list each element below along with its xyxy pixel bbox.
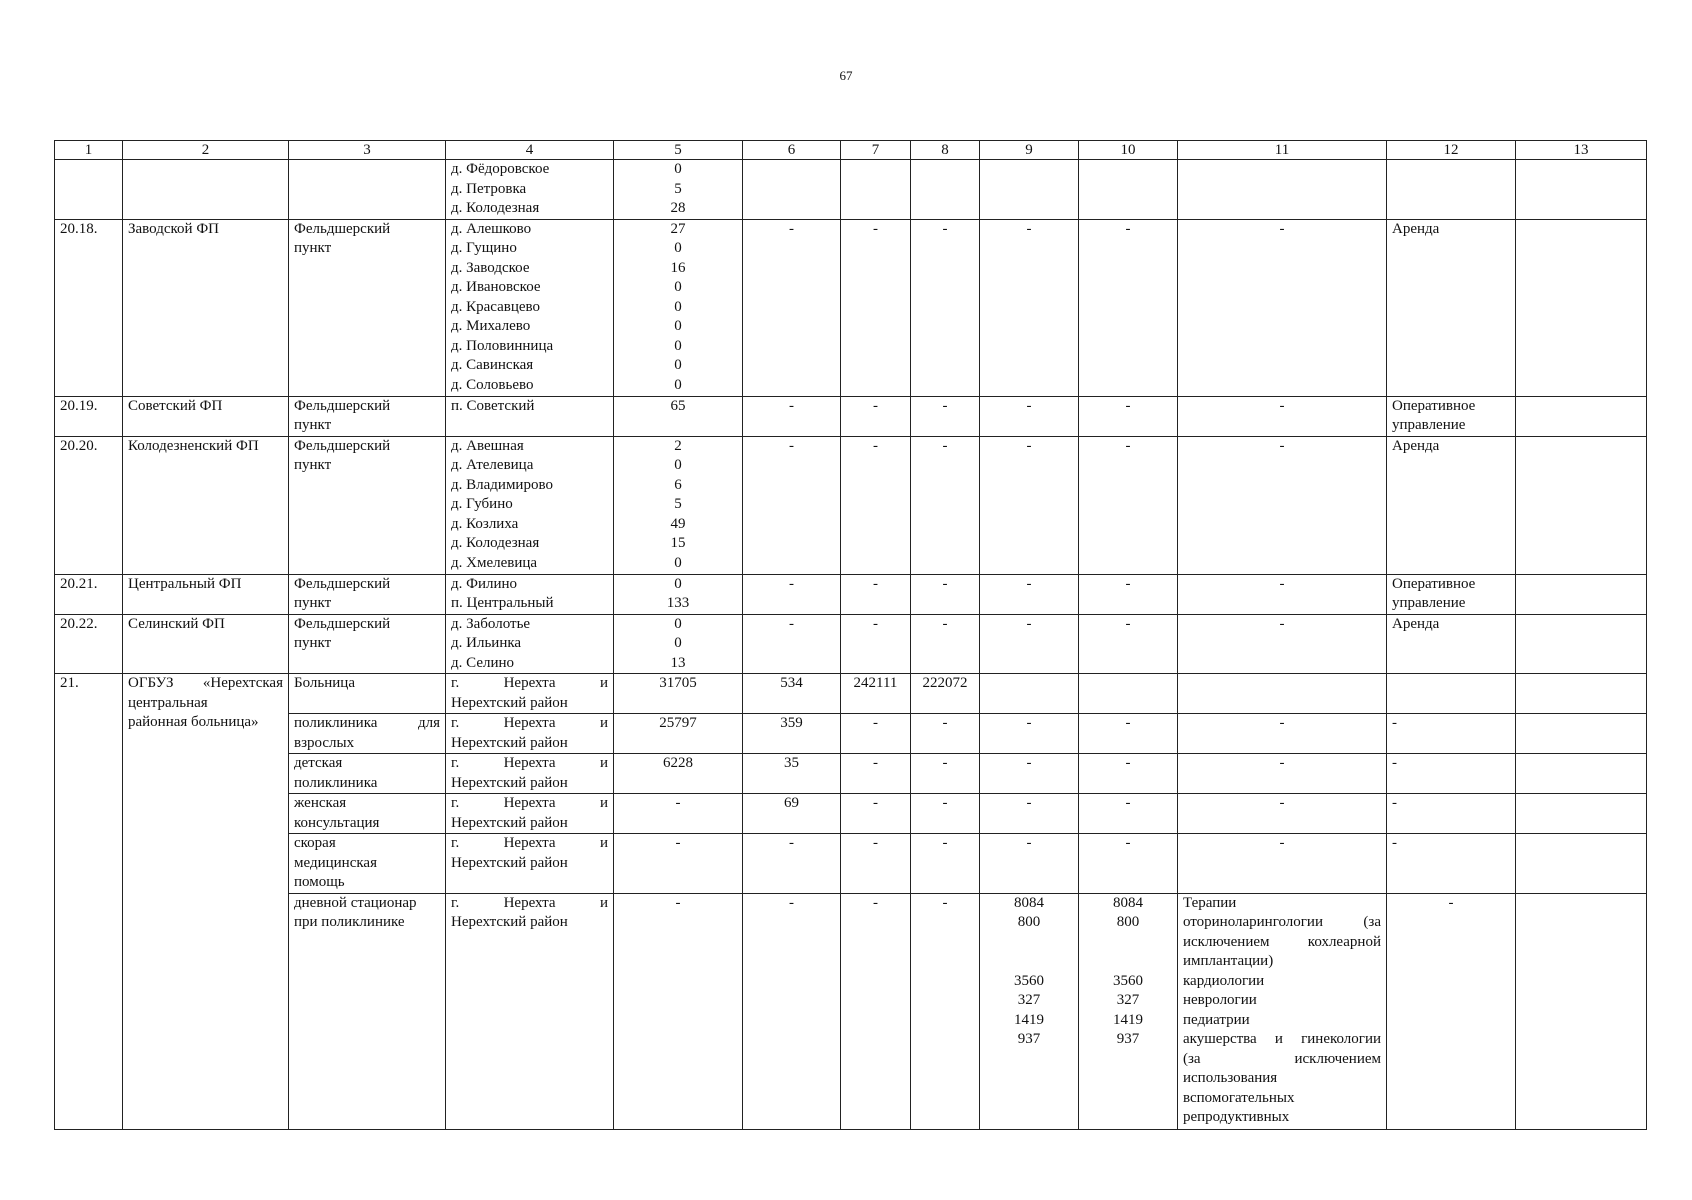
table-row-21-womens-consultation: [55, 794, 1647, 834]
header-cell: 9: [980, 141, 1079, 160]
cell-col6: 35: [743, 754, 841, 794]
cell-type: женская консультация: [289, 794, 446, 834]
table-row-20-18: [55, 219, 1647, 396]
cell-type: [289, 160, 446, 220]
cell-number: 20.18.: [55, 219, 123, 396]
cell-col10: -: [1079, 714, 1178, 754]
cell-col6: -: [743, 436, 841, 574]
cell-name: ОГБУЗ «Нерехтская центральная районная больница»: [123, 674, 289, 1130]
cell-settlements: г. Нерехта и Нерехтский район: [446, 674, 614, 714]
cell-population: 25797: [614, 714, 743, 754]
table-row-21-hospital: [55, 674, 1647, 714]
cell-col8: -: [911, 614, 980, 674]
cell-col11: -: [1178, 396, 1387, 436]
header-cell: 13: [1516, 141, 1647, 160]
cell-col8: -: [911, 396, 980, 436]
cell-col10: -: [1079, 614, 1178, 674]
cell-col6: -: [743, 614, 841, 674]
header-cell: 8: [911, 141, 980, 160]
cell-type: Фельдшерский пункт: [289, 574, 446, 614]
cell-col6: 69: [743, 794, 841, 834]
cell-col8: -: [911, 834, 980, 894]
cell-col13: [1516, 614, 1647, 674]
cell-col12: Аренда: [1387, 219, 1516, 396]
cell-col6: -: [743, 219, 841, 396]
cell-col13: [1516, 714, 1647, 754]
cell-col11: -: [1178, 834, 1387, 894]
cell-settlements: г. Нерехта и Нерехтский район: [446, 754, 614, 794]
cell-col12: -: [1387, 834, 1516, 894]
cell-population: 6228: [614, 754, 743, 794]
cell-col7: -: [841, 834, 911, 894]
cell-col10: -: [1079, 436, 1178, 574]
table-row-21-child-polyclinic: [55, 754, 1647, 794]
cell-col13: [1516, 219, 1647, 396]
cell-col12: -: [1387, 714, 1516, 754]
cell-type: детская поликлиника: [289, 754, 446, 794]
cell-col12: -: [1387, 794, 1516, 834]
cell-number: 20.19.: [55, 396, 123, 436]
cell-col10: -: [1079, 574, 1178, 614]
header-cell: 2: [123, 141, 289, 160]
table-row-21-adult-polyclinic: [55, 714, 1647, 754]
cell-col7: -: [841, 219, 911, 396]
cell-population: 2 0 6 5 49 15 0: [614, 436, 743, 574]
cell-col10: -: [1079, 396, 1178, 436]
cell-col9: -: [980, 834, 1079, 894]
cell-col8: 222072: [911, 674, 980, 714]
data-table: [54, 140, 1647, 1130]
cell-col6: -: [743, 893, 841, 1129]
cell-col10: 8084 800 3560 327 1419 937: [1079, 893, 1178, 1129]
cell-col8: -: [911, 436, 980, 574]
cell-col8: -: [911, 754, 980, 794]
cell-settlements: г. Нерехта и Нерехтский район: [446, 794, 614, 834]
header-cell: 3: [289, 141, 446, 160]
cell-col12: -: [1387, 754, 1516, 794]
cell-col12: Аренда: [1387, 436, 1516, 574]
cell-col7: -: [841, 794, 911, 834]
cell-col12: -: [1387, 893, 1516, 1129]
cell-number: [55, 160, 123, 220]
cell-col7: -: [841, 574, 911, 614]
cell-col13: [1516, 436, 1647, 574]
cell-col6: -: [743, 574, 841, 614]
cell-col9: -: [980, 436, 1079, 574]
cell-settlements: г. Нерехта и Нерехтский район: [446, 714, 614, 754]
cell-type: Фельдшерский пункт: [289, 396, 446, 436]
cell-col11: -: [1178, 714, 1387, 754]
cell-col7: -: [841, 436, 911, 574]
cell-name: Колодезненский ФП: [123, 436, 289, 574]
cell-col9: -: [980, 794, 1079, 834]
header-row: [55, 141, 1647, 160]
cell-col8: -: [911, 893, 980, 1129]
header-cell: 4: [446, 141, 614, 160]
cell-col7: -: [841, 614, 911, 674]
cell-col7: -: [841, 754, 911, 794]
table-row-20-19: [55, 396, 1647, 436]
cell-col8: -: [911, 714, 980, 754]
cell-type: поликлиника для взрослых: [289, 714, 446, 754]
cell-name: Центральный ФП: [123, 574, 289, 614]
cell-name: Заводской ФП: [123, 219, 289, 396]
cell-population: -: [614, 834, 743, 894]
cell-col12: Аренда: [1387, 614, 1516, 674]
cell-col9: -: [980, 396, 1079, 436]
cell-col11-profiles: Терапии оториноларингологии (за исключением кохлеарной имплантации) кардиологии неврологии педиатрии акушерства и гинекологии (за исключением использования вспомогательных репродуктивных: [1178, 893, 1387, 1129]
cell-settlements: д. Алешково д. Гущино д. Заводское д. Ивановское д. Красавцево д. Михалево д. Половинница д. Савинская д. Соловьево: [446, 219, 614, 396]
header-cell: 11: [1178, 141, 1387, 160]
cell-col13: [1516, 396, 1647, 436]
header-cell: 1: [55, 141, 123, 160]
cell-col9: -: [980, 574, 1079, 614]
cell-col8: -: [911, 219, 980, 396]
cell-col13: [1516, 794, 1647, 834]
cell-population: 27 0 16 0 0 0 0 0 0: [614, 219, 743, 396]
cell-col13: [1516, 893, 1647, 1129]
cell-col7: 242111: [841, 674, 911, 714]
cell-number: 20.21.: [55, 574, 123, 614]
header-cell: 5: [614, 141, 743, 160]
cell-settlements: д. Авешная д. Ателевица д. Владимирово д. Губино д. Козлиха д. Колодезная д. Хмелевица: [446, 436, 614, 574]
table-row-20-21: [55, 574, 1647, 614]
cell-type: Фельдшерский пункт: [289, 614, 446, 674]
cell-col8: -: [911, 574, 980, 614]
cell-type: Больница: [289, 674, 446, 714]
cell-population: -: [614, 893, 743, 1129]
cell-col9: -: [980, 219, 1079, 396]
cell-col11: -: [1178, 219, 1387, 396]
cell-col12: Оперативное управление: [1387, 574, 1516, 614]
cell-col11: -: [1178, 794, 1387, 834]
cell-col6: -: [743, 834, 841, 894]
cell-number: 21.: [55, 674, 123, 1130]
cell-number: 20.20.: [55, 436, 123, 574]
cell-col8: -: [911, 794, 980, 834]
cell-col11: -: [1178, 574, 1387, 614]
cell-population: -: [614, 794, 743, 834]
cell-col10: -: [1079, 219, 1178, 396]
cell-settlements: д. Заболотье д. Ильинка д. Селино: [446, 614, 614, 674]
header-cell: 10: [1079, 141, 1178, 160]
cell-col13: [1516, 574, 1647, 614]
cell-col9: -: [980, 614, 1079, 674]
cell-population: 0 5 28: [614, 160, 743, 220]
cell-col13: [1516, 754, 1647, 794]
cell-col9: 8084 800 3560 327 1419 937: [980, 893, 1079, 1129]
cell-population: 0 133: [614, 574, 743, 614]
header-cell: 6: [743, 141, 841, 160]
header-cell: 12: [1387, 141, 1516, 160]
table-row-20-20: [55, 436, 1647, 574]
cell-col7: -: [841, 396, 911, 436]
cell-settlements: д. Филино п. Центральный: [446, 574, 614, 614]
cell-col10: -: [1079, 754, 1178, 794]
cell-settlements: г. Нерехта и Нерехтский район: [446, 893, 614, 1129]
cell-col6: 359: [743, 714, 841, 754]
cell-col11: -: [1178, 614, 1387, 674]
cell-settlements: д. Фёдоровское д. Петровка д. Колодезная: [446, 160, 614, 220]
cell-name: Советский ФП: [123, 396, 289, 436]
cell-col13: [1516, 834, 1647, 894]
cell-col11: -: [1178, 436, 1387, 574]
cell-name: [123, 160, 289, 220]
cell-col7: -: [841, 714, 911, 754]
cell-number: 20.22.: [55, 614, 123, 674]
cell-col9: -: [980, 754, 1079, 794]
table-row-21-ambulance: [55, 834, 1647, 894]
cell-col10: -: [1079, 834, 1178, 894]
cell-type: скорая медицинская помощь: [289, 834, 446, 894]
cell-col11: -: [1178, 754, 1387, 794]
cell-col12: Оперативное управление: [1387, 396, 1516, 436]
header-cell: 7: [841, 141, 911, 160]
cell-col9: -: [980, 714, 1079, 754]
cell-name: Селинский ФП: [123, 614, 289, 674]
table-row-20-22: [55, 614, 1647, 674]
cell-settlements: г. Нерехта и Нерехтский район: [446, 834, 614, 894]
cell-population: 65: [614, 396, 743, 436]
cell-type: Фельдшерский пункт: [289, 219, 446, 396]
table-row-continuation: [55, 160, 1647, 220]
cell-type: дневной стационар при поликлинике: [289, 893, 446, 1129]
table-row-21-day-hospital: [55, 893, 1647, 1129]
cell-population: 0 0 13: [614, 614, 743, 674]
page-number: 67: [839, 68, 853, 83]
cell-settlements: п. Советский: [446, 396, 614, 436]
cell-col7: -: [841, 893, 911, 1129]
cell-col10: -: [1079, 794, 1178, 834]
cell-type: Фельдшерский пункт: [289, 436, 446, 574]
cell-col6: -: [743, 396, 841, 436]
cell-population: 31705: [614, 674, 743, 714]
cell-col6: 534: [743, 674, 841, 714]
